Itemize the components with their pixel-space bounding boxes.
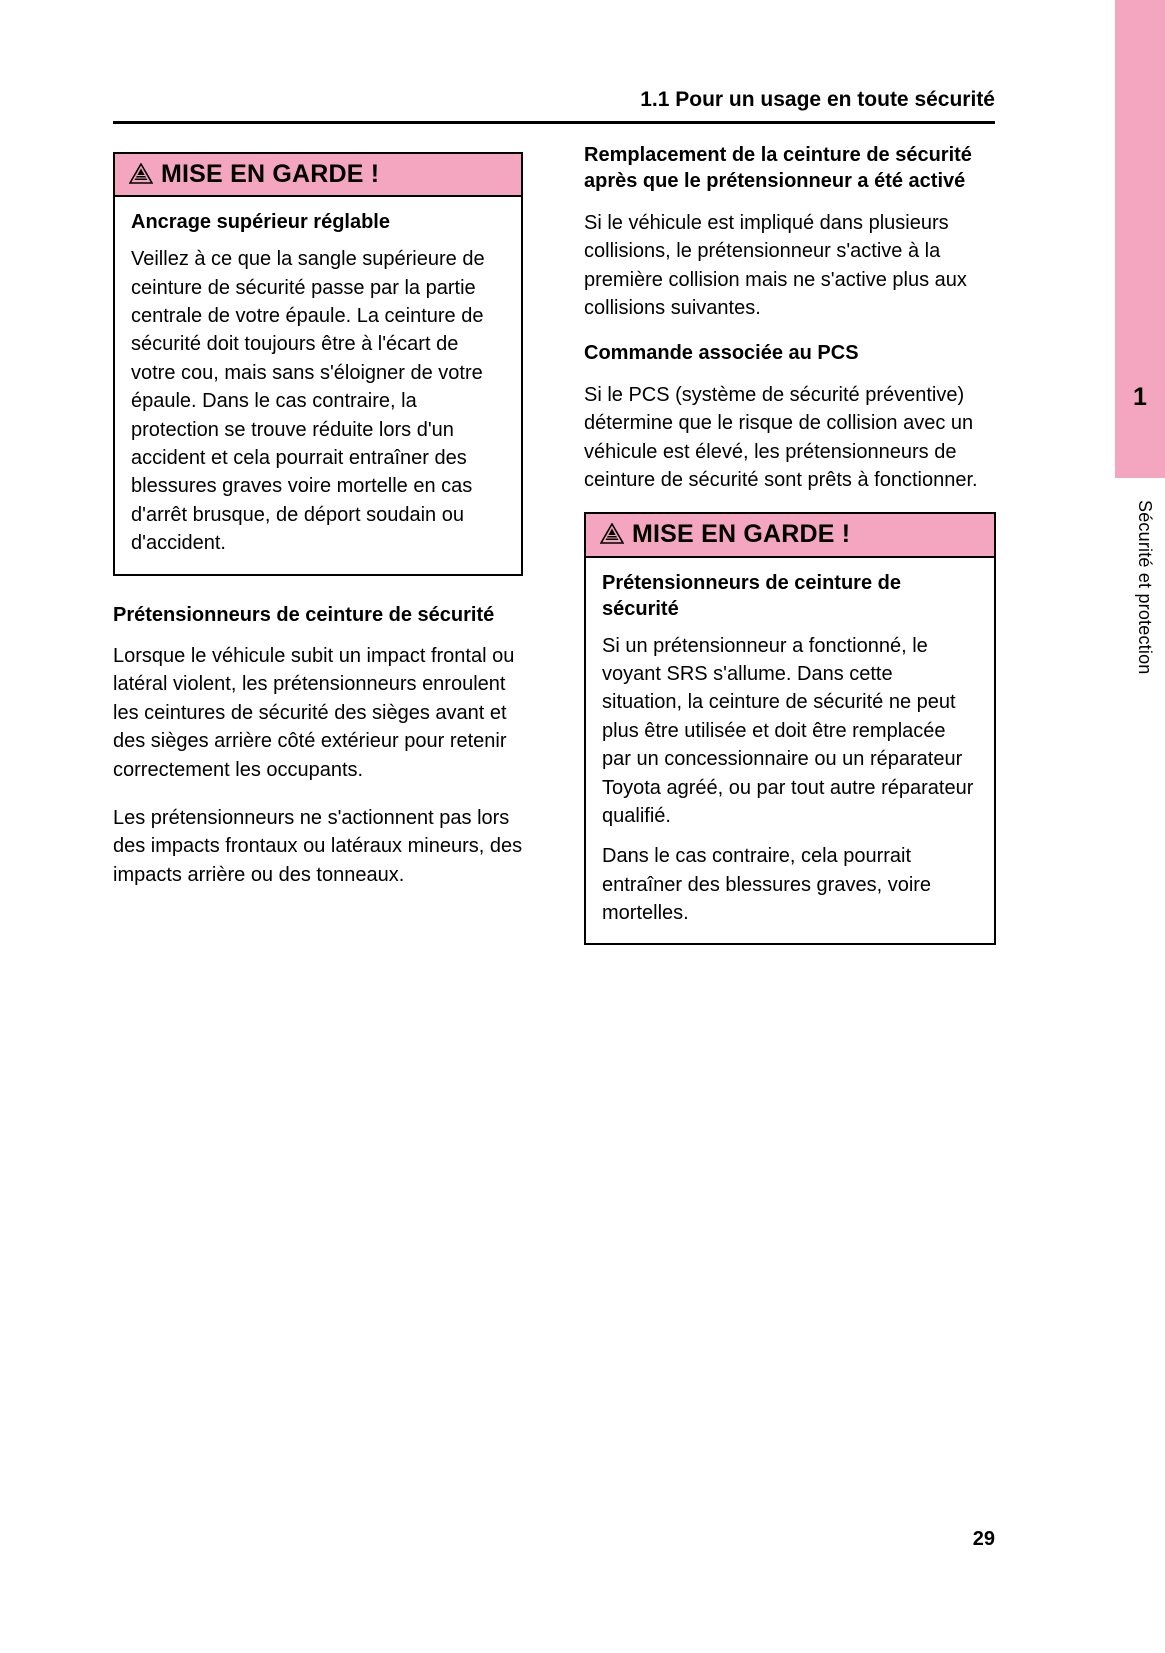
warning-box-label: MISE EN GARDE ! — [161, 160, 380, 188]
warning-box-paragraph-1: Si un prétensionneur a fonctionné, le voyant SRS s'allume. Dans cette situation, la ceinture de sécurité ne peut plus être utilisée et doit être remplacée par un concessionnaire ou un réparateur Toyota agréé, ou par tout autre réparateur qualifié. — [602, 634, 974, 827]
warning-box-body — [115, 197, 521, 573]
page-header-title: 1.1 Pour un usage en toute sécurité — [640, 88, 995, 111]
warning-box-paragraph: Veillez à ce que la sangle supérieure de ceinture de sécurité passe par la partie centrale de votre épaule. La ceinture de sécurité doit toujours être à l'écart de votre cou, mais sans s'éloigner de votre épaule. Dans le cas contraire, la protection se trouve réduite lors d'un accident et cela pourrait entraîner des blessures graves voire mortelle en cas d'arrêt brusque, de déport soudain ou d'accident. — [131, 248, 485, 555]
warning-box-adjustable-anchor — [113, 152, 523, 576]
page-number: 29 — [972, 1528, 995, 1550]
section-heading: Remplacement de la ceinture de sécurité après que le prétensionneur a été activé — [584, 144, 972, 193]
section-pcs-command — [584, 340, 996, 494]
section-heading: Prétensionneurs de ceinture de sécurité — [113, 603, 495, 626]
warning-box-pretensioners — [584, 512, 996, 945]
section-paragraph: Si le véhicule est impliqué dans plusieurs collisions, le prétensionneur s'active à la première collision mais ne s'active plus aux collisions suivantes. — [584, 211, 967, 319]
left-column — [113, 152, 523, 907]
right-column — [584, 142, 996, 971]
warning-triangle-icon — [129, 163, 153, 185]
warning-box-body — [586, 558, 994, 944]
section-paragraph: Si le PCS (système de sécurité préventive) détermine que le risque de collision avec un véhicule est élevé, les prétensionneurs de ceinture de sécurité sont prêts à fonctionner. — [584, 383, 978, 491]
section-paragraph-2: Les prétensionneurs ne s'actionnent pas lors des impacts frontaux ou latéraux mineurs, des impacts arrière ou des tonneaux. — [113, 806, 523, 886]
chapter-edge-tab — [1115, 0, 1165, 1653]
header-divider — [113, 121, 995, 124]
warning-box-header — [586, 514, 994, 557]
warning-triangle-icon — [600, 523, 624, 545]
chapter-number: 1 — [1133, 383, 1147, 411]
warning-box-label: MISE EN GARDE ! — [632, 520, 851, 549]
warning-box-paragraph-2: Dans le cas contraire, cela pourrait entraîner des blessures graves, voire mortelles. — [602, 845, 932, 925]
warning-box-header — [115, 154, 521, 197]
section-heading: Commande associée au PCS — [584, 342, 859, 365]
section-paragraph-1: Lorsque le véhicule subit un impact frontal ou latéral violent, les prétensionneurs enroulent les ceintures de sécurité des sièges avant et des sièges arrière côté extérieur pour retenir correctement les occupants. — [113, 644, 515, 781]
section-pretensioners — [113, 602, 523, 890]
chapter-label: Sécurité et protection — [1135, 500, 1155, 675]
warning-box-heading: Ancrage supérieur réglable — [131, 211, 390, 234]
section-belt-replacement — [584, 142, 996, 322]
warning-box-heading: Prétensionneurs de ceinture de sécurité — [602, 571, 901, 620]
